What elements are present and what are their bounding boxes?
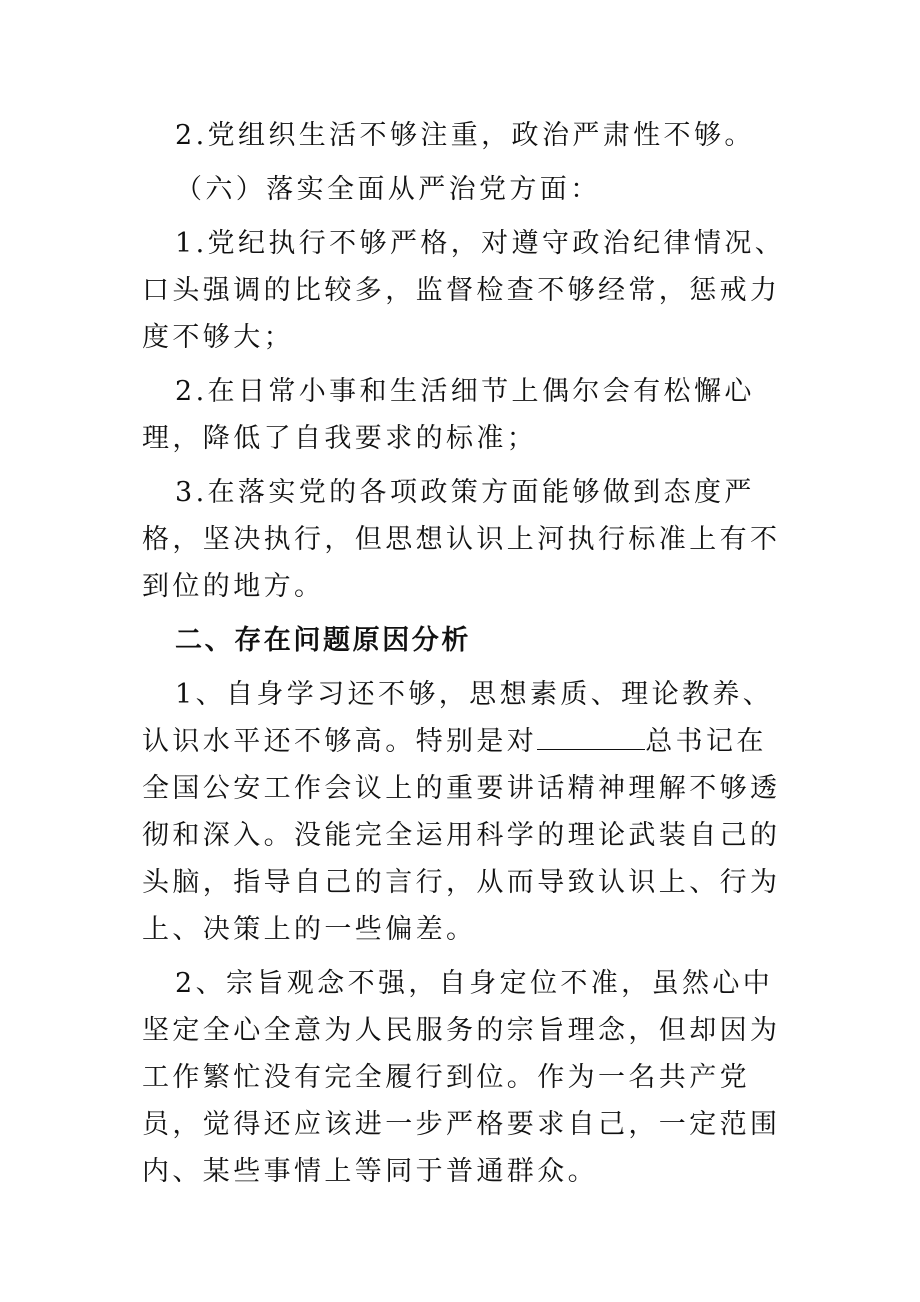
paragraph-daily-life: 2.在日常小事和生活细节上偶尔会有松懈心理，降低了自我要求的标准； — [142, 376, 755, 454]
paragraph-self-study-part2: 总书记在全国公安工作会议上的重要讲话精神理解不够透彻和深入。没能完全运用科学的理论武装自己的头脑，指导自己的言行，从而导致认识上、行为上、决策上的一些偏差。 — [142, 726, 781, 945]
paragraph-self-study-part1: 1、自身学习还不够，思想素质、理论教养、认识水平还不够高。特别是对 — [142, 679, 774, 757]
heading-cause-analysis: 二、存在问题原因分析 — [175, 625, 471, 656]
blank-underline — [537, 719, 645, 750]
paragraph-party-life: 2.党组织生活不够注重，政治严肃性不够。 — [175, 120, 755, 151]
paragraph-policy-implementation: 3.在落实党的各项政策方面能够做到态度严格，坚决执行，但思想认识上河执行标准上有不到位的地方。 — [142, 477, 781, 602]
paragraph-discipline: 1.党纪执行不够严格，对遵守政治纪律情况、口头强调的比较多，监督检查不够经常，惩戒力度不够大； — [142, 228, 786, 353]
document-body — [142, 112, 787, 1202]
section-title-strict-governance: （六）落实全面从严治党方面： — [175, 174, 601, 205]
paragraph-self-study — [142, 671, 787, 953]
paragraph-purpose-awareness: 2、宗旨观念不强，自身定位不准，虽然心中坚定全心全意为人民服务的宗旨理念，但却因为工作繁忙没有完全履行到位。作为一名共产党员，觉得还应该进一步严格要求自己，一定范围内、某些事情上等同于普通群众。 — [142, 968, 781, 1187]
